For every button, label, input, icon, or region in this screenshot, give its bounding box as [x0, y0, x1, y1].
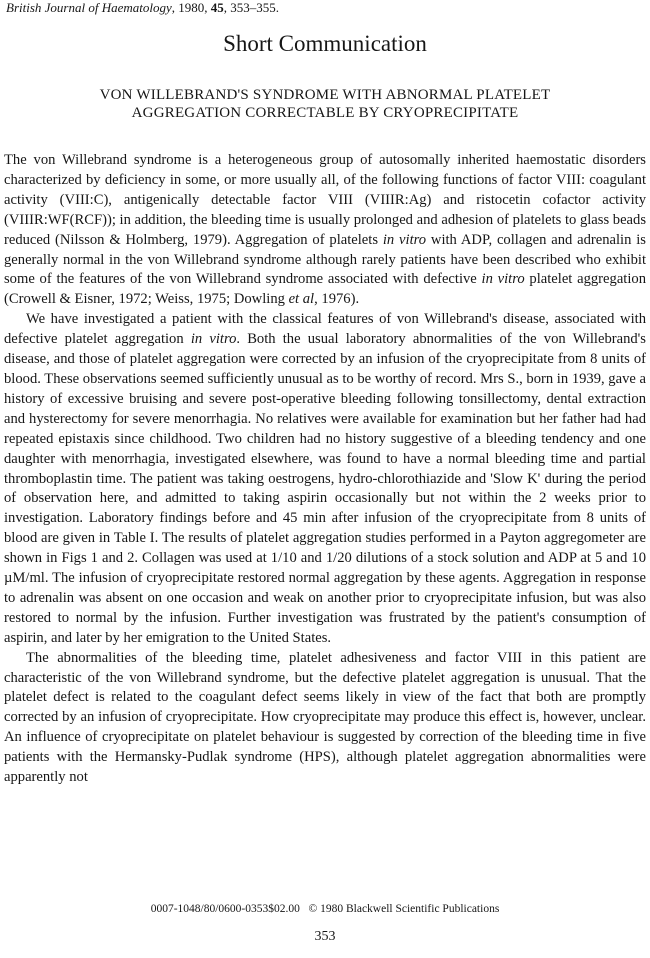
italic-text: et al	[288, 291, 315, 308]
article-body	[4, 151, 646, 788]
italic-text: in vitro	[382, 231, 427, 248]
paragraph-text: The von Willebrand syndrome is a heterogeneous group of autosomally inherited haemostatic disorders characterized by deficiency in some, or more usually all, of the following functions of factor VIII: coagulant activity (VIII:C), antigenically detectable factor VIII (VIIIR:Ag) and ristocetin cofactor activity (VIIIR:WF(RCF)); in addition, the bleeding time is usually prolonged and adhesion of platelets to glass beads reduced (Nilsson & Holmberg, 1979). Aggregation of platelets	[4, 152, 647, 248]
page-number: 353	[314, 929, 336, 944]
paragraph-text: The abnormalities of the bleeding time, platelet adhesiveness and factor VIII in this patient are characteristic of the von Willebrand syndrome, but the defective platelet aggregation is unusual. That the platelet defect is related to the coagulant defect seems likely in view of the fact that both are promptly corrected by an infusion of cryoprecipitate. How cryoprecipitate may produce this effect is, however, unclear. An influence of cryoprecipitate on platelet behaviour is suggested by correction of the bleeding time in five patients with the Hermansky-Pudlak syndrome (HPS), although platelet aggregation abnormalities were apparently not	[4, 649, 646, 786]
journal-volume: 45	[210, 0, 224, 15]
article-title-line: VON WILLEBRAND'S SYNDROME WITH ABNORMAL PLATELET	[99, 87, 551, 103]
paragraph-text: . Both the usual laboratory abnormalities of the von Willebrand's disease, and those of platelet aggregation were corrected by an infusion of the cryoprecipitate from 8 units of blood. These observations seemed sufficiently unusual as to be worthy of record. Mrs S., born in 1939, gave a history of excessive bruising and severe post-operative bleeding following tonsillectomy, dental extraction and hysterectomy for severe menorrhagia. No relatives were available for examination but her father had had repeated epistaxis since childhood. Two children had no history suggestive of a bleeding tendency and one daughter with menorrhagia, investigated elsewhere, was found to have a normal bleeding time and partial thromboplastin time. The patient was taking oestrogens, hydro-chlorothiazide and 'Slow K' during the period of observation here, and admitted to taking aspirin occasionally but not within the 2 weeks prior to investigation. Laboratory findings before and 45 min after infusion of the cryoprecipitate from 8 units of blood are given in Table I. The results of platelet aggregation studies performed in a Payton aggregometer are shown in Figs 1 and 2. Collagen was used at 1/10 and 1/20 dilutions of a stock solution and ADP at 5 and 10 µM/ml. The infusion of cryoprecipitate restored normal aggregation by these agents. Aggregation in response to adrenalin was absent on one occasion and weak on another prior to cryoprecipitate infusion, but was also restored to normal by the infusion. Further investigation was frustrated by the patient's consumption of aspirin, and later by her emigration to the United States.	[4, 331, 646, 646]
journal-name: British Journal of Haematology	[6, 0, 172, 15]
paragraph	[4, 151, 646, 310]
copyright-notice: © 1980 Blackwell Scientific Publications	[308, 903, 500, 915]
journal-pages: , 353–355.	[223, 0, 279, 15]
paragraph	[4, 649, 646, 788]
paragraph	[4, 310, 646, 648]
paragraph-text: , 1976).	[314, 291, 360, 308]
footer	[0, 902, 650, 916]
article-title	[30, 86, 620, 122]
paragraph-text: We have investigated a patient with the classical features of von Willebrand's disease, associated with defective platelet aggregation	[4, 311, 646, 348]
paragraph-text: with ADP, collagen and adrenalin is generally normal in the von Willebrand syndrome although rarely patients have been described who exhibit some of the features of the von Willebrand syndrome associated with defective	[4, 231, 646, 288]
journal-year: , 1980,	[171, 0, 211, 15]
journal-citation	[6, 0, 279, 16]
article-code: 0007-1048/80/0600-0353$02.00	[150, 903, 300, 915]
paragraph-text: platelet aggregation (Crowell & Eisner, 1972; Weiss, 1975; Dowling	[4, 271, 646, 308]
italic-text: in vitro	[190, 331, 237, 348]
article-title-line: AGGREGATION CORRECTABLE BY CRYOPRECIPITATE	[131, 105, 519, 121]
italic-text: in vitro	[481, 271, 525, 288]
section-heading: Short Communication	[223, 31, 427, 56]
